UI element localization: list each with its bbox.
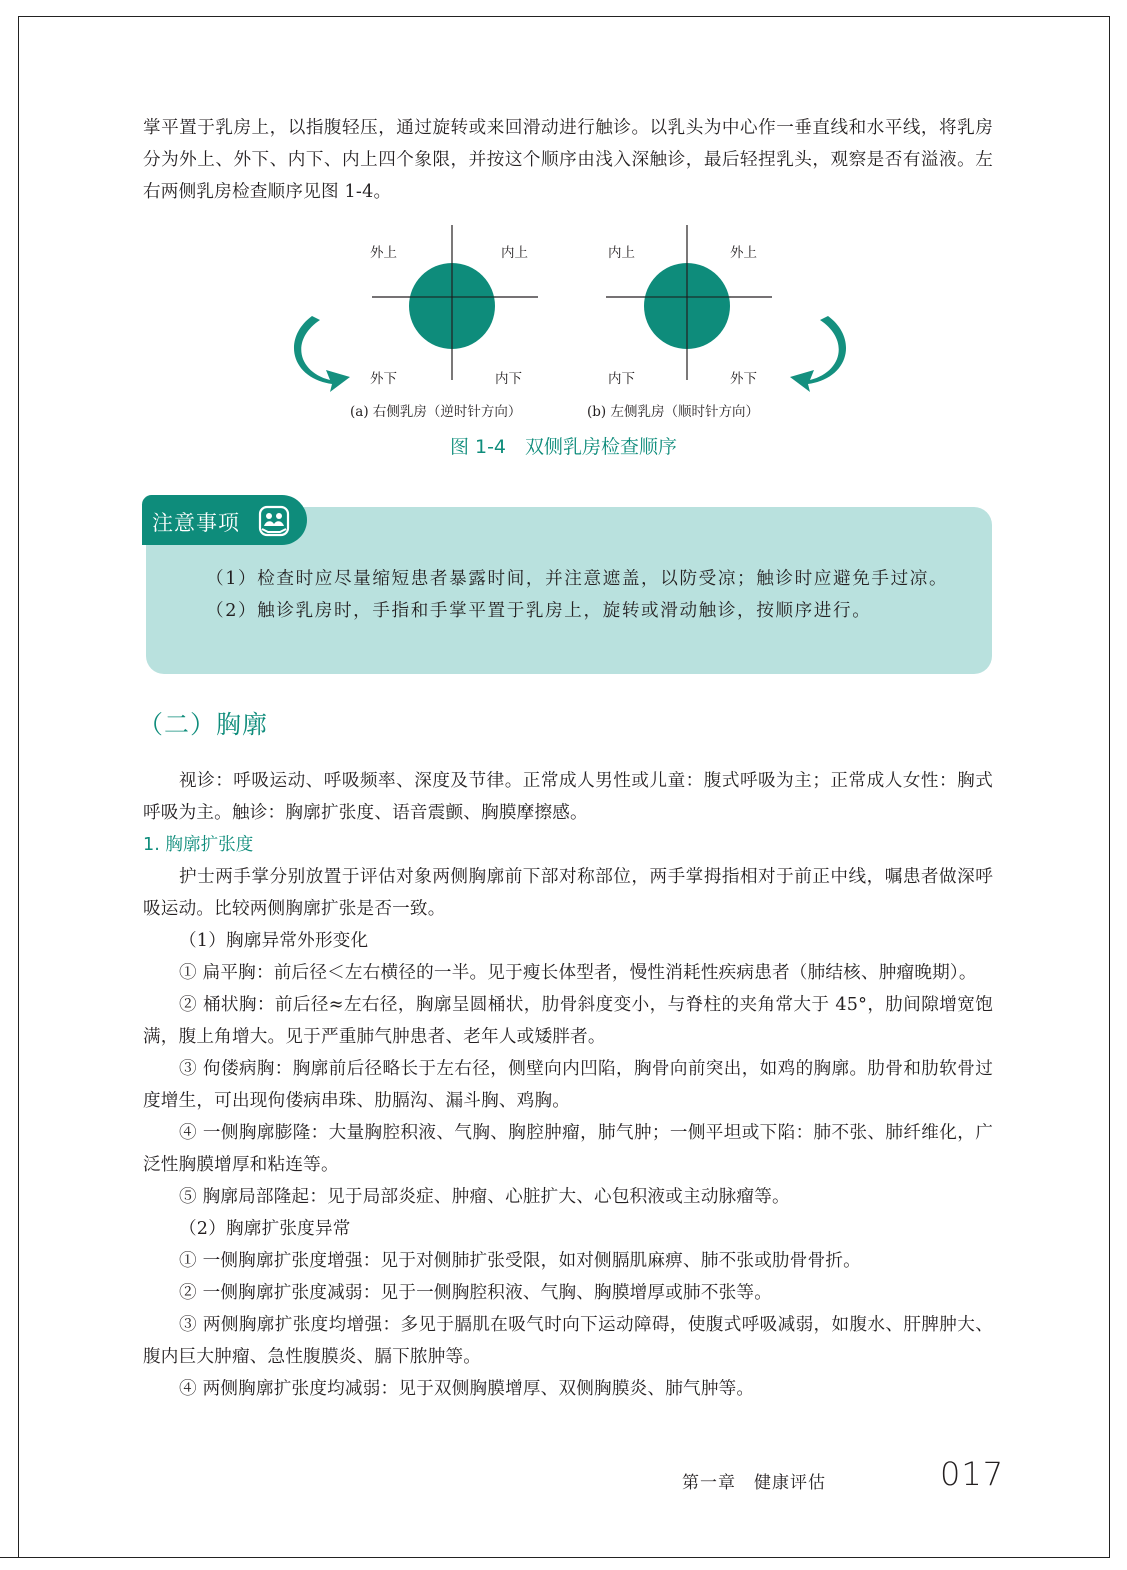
left-caption: (a) 右侧乳房（逆时针方向） <box>350 404 522 420</box>
page-frame-left <box>18 16 19 1558</box>
note-item: （2）触诊乳房时，手指和手掌平置于乳房上，旋转或滑动触诊，按顺序进行。 <box>206 601 872 621</box>
list-item: ① 一侧胸廓扩张度增强：见于对侧肺扩张受限，如对侧膈肌麻痹、肺不张或肋骨骨折。 <box>179 1251 861 1271</box>
note-title: 注意事项 <box>152 511 240 535</box>
list-heading: （1）胸廓异常外形变化 <box>179 931 369 951</box>
list-item: ② 桶状胸：前后径≈左右径，胸廓呈圆桶状，肋骨斜度变小，与脊柱的夹角常大于 45°，肋间隙增宽饱满，腹上角增大。见于严重肺气肿患者、老年人或矮胖者。 <box>143 995 993 1047</box>
quadrant-label: 外上 <box>370 245 397 261</box>
breast-exam-figure <box>290 220 850 465</box>
footer-chapter: 第一章 健康评估 <box>682 1473 826 1493</box>
left-breast-diagram <box>587 225 846 420</box>
page-frame-right <box>1109 16 1110 1558</box>
note-content <box>170 563 970 627</box>
clockwise-arrow-icon <box>790 316 846 392</box>
quadrant-label: 内下 <box>495 371 522 387</box>
quadrant-label: 外下 <box>730 371 757 387</box>
quadrant-label: 内上 <box>501 245 528 261</box>
quadrant-label: 内下 <box>608 371 635 387</box>
intro-section <box>143 112 993 208</box>
intro-paragraph: 掌平置于乳房上，以指腹轻压，通过旋转或来回滑动进行触诊。以乳头为中心作一垂直线和水平线，将乳房分为外上、外下、内下、内上四个象限，并按这个顺序由浅入深触诊，最后轻捏乳头，观察是否有溢液。左右两侧乳房检查顺序见图 1-4。 <box>143 118 993 202</box>
note-item: （1）检查时应尽量缩短患者暴露时间，并注意遮盖，以防受凉；触诊时应避免手过凉。 <box>206 569 949 589</box>
list-item: ④ 一侧胸廓膨隆：大量胸腔积液、气胸、胸腔肿瘤，肺气肿；一侧平坦或下陷：肺不张、肺纤维化，广泛性胸膜增厚和粘连等。 <box>143 1123 993 1175</box>
paragraph: 护士两手掌分别放置于评估对象两侧胸廓前下部对称部位，两手掌拇指相对于前正中线，嘱患者做深呼吸运动。比较两侧胸廓扩张是否一致。 <box>143 867 993 919</box>
counterclockwise-arrow-icon <box>294 316 350 392</box>
list-item: ③ 佝偻病胸：胸廓前后径略长于左右径，侧壁向内凹陷，胸骨向前突出，如鸡的胸廓。肋骨和肋软骨过度增生，可出现佝偻病串珠、肋膈沟、漏斗胸、鸡胸。 <box>143 1059 993 1111</box>
people-hands-icon <box>258 505 290 537</box>
section-title: （二）胸廓 <box>138 710 269 739</box>
page-number: 017 <box>940 1455 1005 1493</box>
right-breast-diagram <box>294 225 538 420</box>
right-caption: (b) 左侧乳房（顺时针方向） <box>587 404 759 420</box>
list-item: ③ 两侧胸廓扩张度均增强：多见于膈肌在吸气时向下运动障碍，使腹式呼吸减弱，如腹水、肝脾肿大、腹内巨大肿瘤、急性腹膜炎、膈下脓肿等。 <box>143 1315 993 1367</box>
figure-title: 图 1-4 双侧乳房检查顺序 <box>449 436 678 458</box>
list-item: ⑤ 胸廓局部隆起：见于局部炎症、肿瘤、心脏扩大、心包积液或主动脉瘤等。 <box>179 1187 790 1207</box>
quadrant-label: 外上 <box>730 245 757 261</box>
page-frame-bottom <box>0 1557 1110 1558</box>
page-frame-top <box>18 16 1110 17</box>
paragraph: 视诊：呼吸运动、呼吸频率、深度及节律。正常成人男性或儿童：腹式呼吸为主；正常成人女性：胸式呼吸为主。触诊：胸廓扩张度、语音震颤、胸膜摩擦感。 <box>143 771 993 823</box>
list-item: ④ 两侧胸廓扩张度均减弱：见于双侧胸膜增厚、双侧胸膜炎、肺气肿等。 <box>179 1379 755 1399</box>
list-item: ② 一侧胸廓扩张度减弱：见于一侧胸腔积液、气胸、胸膜增厚或肺不张等。 <box>179 1283 772 1303</box>
quadrant-label: 外下 <box>370 371 397 387</box>
body-section <box>143 765 993 1405</box>
quadrant-label: 内上 <box>608 245 635 261</box>
subheading: 1. 胸廓扩张度 <box>143 835 254 855</box>
list-heading: （2）胸廓扩张度异常 <box>179 1219 351 1239</box>
list-item: ① 扁平胸：前后径＜左右横径的一半。见于瘦长体型者，慢性消耗性疾病患者（肺结核、肿瘤晚期）。 <box>179 963 977 983</box>
